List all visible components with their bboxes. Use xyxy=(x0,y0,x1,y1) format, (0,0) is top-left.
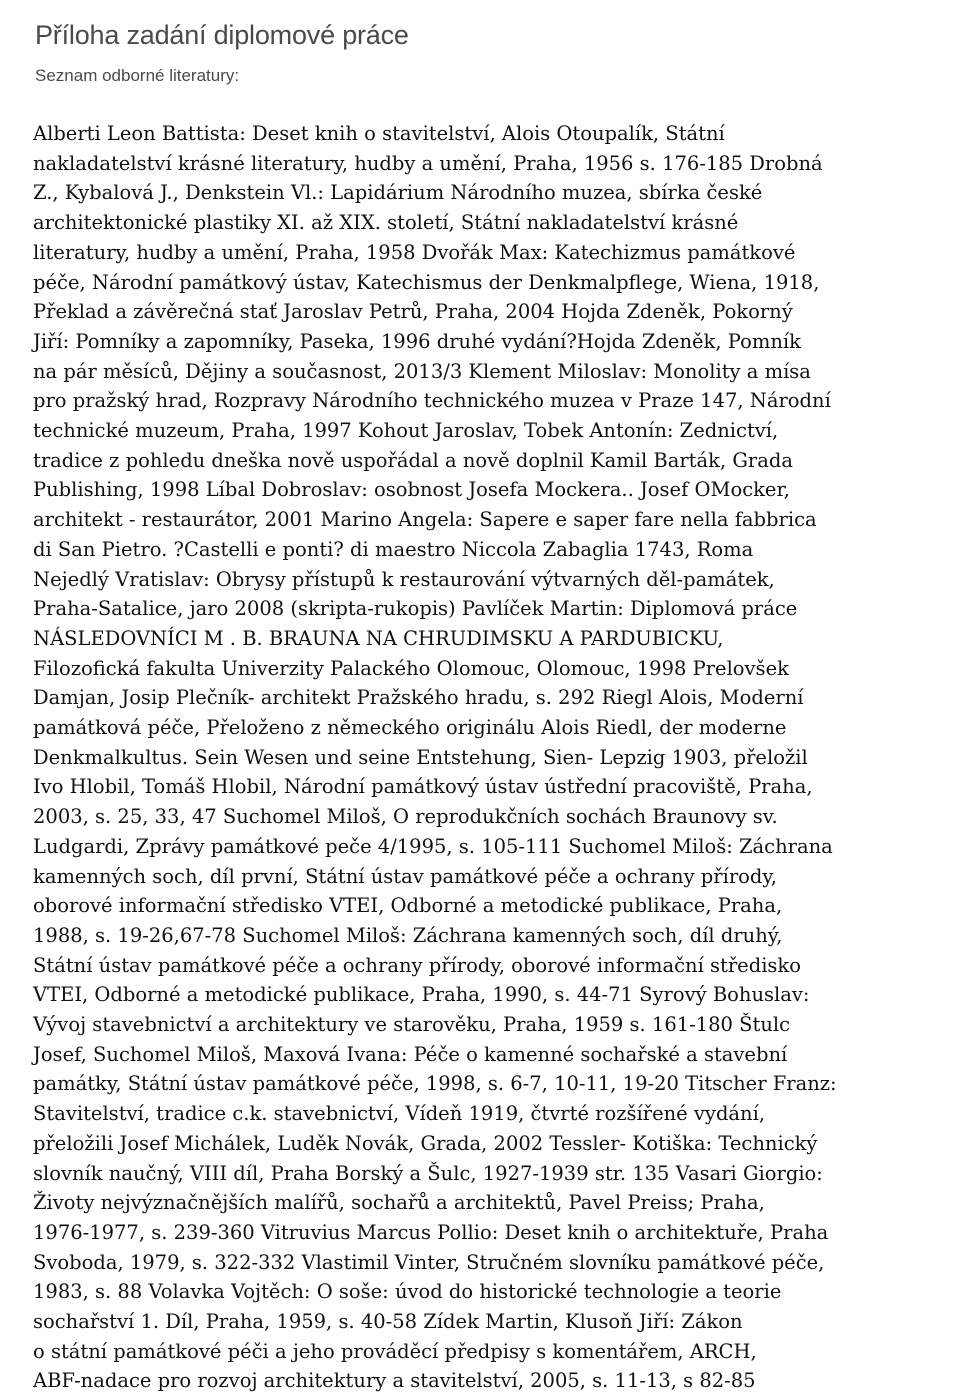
bibliography-line: Ivo Hlobil, Tomáš Hlobil, Národní památkový ústav ústřední pracoviště, Praha, xyxy=(33,775,813,798)
bibliography-line: Denkmalkultus. Sein Wesen und seine Entstehung, Sien- Lepzig 1903, přeložil xyxy=(33,746,808,769)
bibliography-line: pro pražský hrad, Rozpravy Národního technického muzea v Praze 147, Národní xyxy=(33,389,831,412)
bibliography-line: Praha-Satalice, jaro 2008 (skripta-rukopis) Pavlíček Martin: Diplomová práce xyxy=(33,597,798,620)
bibliography-line: Josef, Suchomel Miloš, Maxová Ivana: Péče o kamenné sochařské a stavební xyxy=(33,1043,788,1066)
bibliography-line: Publishing, 1998 Líbal Dobroslav: osobnost Josefa Mockera.. Josef OMocker, xyxy=(33,478,790,501)
bibliography-line: Státní ústav památkové péče a ochrany přírody, oborové informační středisko xyxy=(33,954,801,977)
document-title: Příloha zadání diplomové práce xyxy=(35,20,409,50)
bibliography-line: 2003, s. 25, 33, 47 Suchomel Miloš, O reprodukčních sochách Braunovy sv. xyxy=(33,805,778,828)
bibliography-line: Překlad a závěrečná stať Jaroslav Petrů, Praha, 2004 Hojda Zdeněk, Pokorný xyxy=(33,300,793,323)
bibliography-line: památky, Státní ústav památkové péče, 1998, s. 6-7, 10-11, 19-20 Titscher Franz: xyxy=(33,1072,837,1095)
bibliography-line: Nejedlý Vratislav: Obrysy přístupů k restaurování výtvarných děl-památek, xyxy=(33,568,775,591)
bibliography-line: Damjan, Josip Plečník- architekt Pražského hradu, s. 292 Riegl Alois, Moderní xyxy=(33,686,804,709)
bibliography-line: NÁSLEDOVNÍCI M . B. BRAUNA NA CHRUDIMSKU A PARDUBICKU, xyxy=(33,627,724,650)
bibliography-line: Filozofická fakulta Univerzity Palackého Olomouc, Olomouc, 1998 Prelovšek xyxy=(33,657,789,680)
bibliography-line: památková péče, Přeloženo z německého originálu Alois Riedl, der moderne xyxy=(33,716,787,739)
bibliography-line: slovník naučný, VIII díl, Praha Borský a Šulc, 1927-1939 str. 135 Vasari Giorgio: xyxy=(33,1162,823,1185)
bibliography-line: oborové informační středisko VTEI, Odborné a metodické publikace, Praha, xyxy=(33,894,783,917)
bibliography-line: architekt - restaurátor, 2001 Marino Angela: Sapere e saper fare nella fabbrica xyxy=(33,508,817,531)
bibliography-line: Z., Kybalová J., Denkstein Vl.: Lapidárium Národního muzea, sbírka české xyxy=(33,181,763,204)
bibliography-line: péče, Národní památkový ústav, Katechismus der Denkmalpflege, Wiena, 1918, xyxy=(33,271,820,294)
bibliography-line: na pár měsíců, Dějiny a současnost, 2013/3 Klement Miloslav: Monolity a mísa xyxy=(33,360,811,383)
bibliography-line: Alberti Leon Battista: Deset knih o stavitelství, Alois Otoupalík, Státní xyxy=(33,122,725,145)
bibliography-line: di San Pietro. ?Castelli e ponti? di maestro Niccola Zabaglia 1743, Roma xyxy=(33,538,754,561)
bibliography-line: VTEI, Odborné a metodické publikace, Praha, 1990, s. 44-71 Syrový Bohuslav: xyxy=(33,983,810,1006)
bibliography-line: Životy nejvýznačnějších malířů, sochařů a architektů, Pavel Preiss; Praha, xyxy=(33,1191,765,1214)
bibliography-line: Vývoj stavebnictví a architektury ve starověku, Praha, 1959 s. 161-180 Štulc xyxy=(33,1013,791,1036)
bibliography-line: technické muzeum, Praha, 1997 Kohout Jaroslav, Tobek Antonín: Zednictví, xyxy=(33,419,779,442)
bibliography-line: architektonické plastiky XI. až XIX. století, Státní nakladatelství krásné xyxy=(33,211,739,234)
bibliography-line: literatury, hudby a umění, Praha, 1958 Dvořák Max: Katechizmus památkové xyxy=(33,241,796,264)
bibliography-line: o státní památkové péči a jeho prováděcí předpisy s komentářem, ARCH, xyxy=(33,1340,757,1363)
document-subtitle: Seznam odborné literatury: xyxy=(35,66,240,85)
bibliography-line: Jiří: Pomníky a zapomníky, Paseka, 1996 druhé vydání?Hojda Zdeněk, Pomník xyxy=(33,330,801,353)
bibliography-line: Svoboda, 1979, s. 322-332 Vlastimil Vinter, Stručném slovníku památkové péče, xyxy=(33,1251,825,1274)
bibliography-line: 1976-1977, s. 239-360 Vitruvius Marcus Pollio: Deset knih o architektuře, Praha xyxy=(33,1221,829,1244)
bibliography-line: Ludgardi, Zprávy památkové peče 4/1995, s. 105-111 Suchomel Miloš: Záchrana xyxy=(33,835,833,858)
bibliography-line: přeložili Josef Michálek, Luděk Novák, Grada, 2002 Tessler- Kotiška: Technický xyxy=(33,1132,818,1155)
bibliography-line: 1988, s. 19-26,67-78 Suchomel Miloš: Záchrana kamenných soch, díl druhý, xyxy=(33,924,783,947)
bibliography-line: kamenných soch, díl první, Státní ústav památkové péče a ochrany přírody, xyxy=(33,865,777,888)
bibliography-line: 1983, s. 88 Volavka Vojtěch: O soše: úvod do historické technologie a teorie xyxy=(33,1280,782,1303)
bibliography-line: Stavitelství, tradice c.k. stavebnictví, Vídeň 1919, čtvrté rozšířené vydání, xyxy=(33,1102,766,1125)
bibliography-line: nakladatelství krásné literatury, hudby a umění, Praha, 1956 s. 176-185 Drobná xyxy=(33,152,823,175)
bibliography-line: sochařství 1. Díl, Praha, 1959, s. 40-58 Zídek Martin, Klusoň Jiří: Zákon xyxy=(33,1310,743,1333)
bibliography-line: ABF-nadace pro rozvoj architektury a stavitelství, 2005, s. 11-13, s 82-85 xyxy=(33,1369,756,1392)
bibliography-line: tradice z pohledu dneška nově uspořádal a nově doplnil Kamil Barták, Grada xyxy=(33,449,793,472)
